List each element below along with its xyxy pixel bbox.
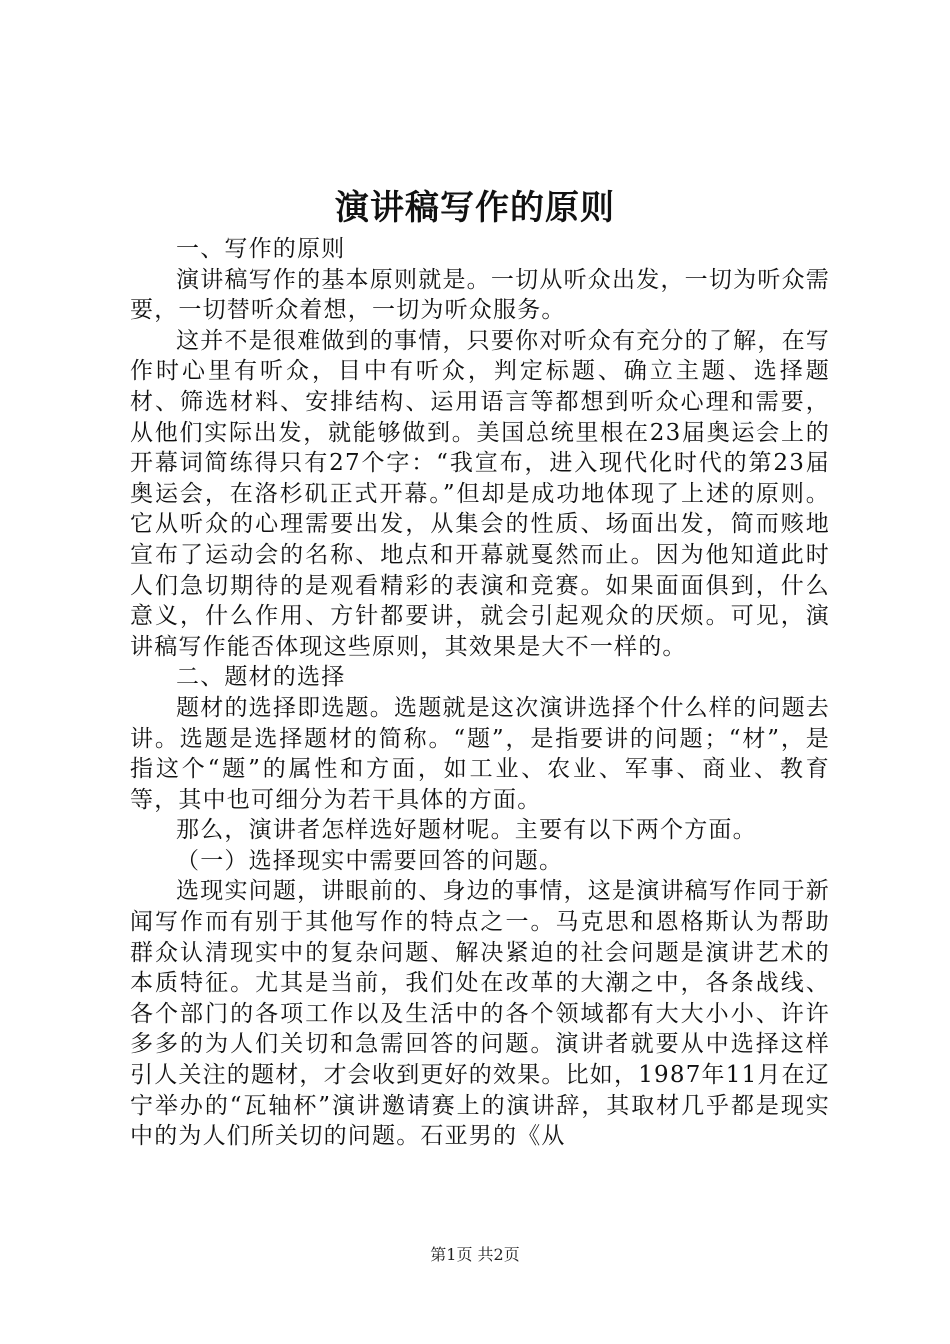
paragraph: 那么，演讲者怎样选好题材呢。主要有以下两个方面。 — [176, 817, 757, 844]
document-body — [130, 234, 830, 1152]
paragraph: 演讲稿写作的基本原则就是。一切从听众出发，一切为听众需要，一切替听众着想，一切为听众服务。 — [130, 266, 830, 324]
paragraph: 选现实问题，讲眼前的、身边的事情，这是演讲稿写作同于新闻写作而有别于其他写作的特点之一。马克思和恩格斯认为帮助群众认清现实中的复杂问题、解决紧迫的社会问题是演讲艺术的本质特征。尤其是当前，我们处在改革的大潮之中，各条战线、各个部门的各项工作以及生活中的各个领域都有大大小小、许许多多的为人们关切和急需回答的问题。演讲者就要从中选择这样引人关注的题材，才会收到更好的效果。比如，1987年11月在辽宁举办的“瓦轴杯”演讲邀请赛上的演讲辞，其取材几乎都是现实中的为人们所关切的问题。石亚男的《从 — [130, 878, 830, 1150]
paragraph: 这并不是很难做到的事情，只要你对听众有充分的了解，在写作时心里有听众，目中有听众，判定标题、确立主题、选择题材、筛选材料、安排结构、运用语言等都想到听众心理和需要，从他们实际出发，就能够做到。美国总统里根在23届奥运会上的开幕词简练得只有27个字：“我宣布，进入现代化时代的第23届奥运会，在洛杉矶正式开幕。”但却是成功地体现了上述的原则。它从听众的心理需要出发，从集会的性质、场面出发，简而赅地宣布了运动会的名称、地点和开幕就戛然而止。因为他知道此时人们急切期待的是观看精彩的表演和竞赛。如果面面俱到，什么意义，什么作用、方针都要讲，就会引起观众的厌烦。可见，演讲稿写作能否体现这些原则，其效果是大不一样的。 — [130, 327, 830, 660]
page-footer: 第1页 共2页 — [430, 1245, 520, 1264]
section-heading-1: 一、写作的原则 — [176, 236, 346, 262]
document-title: 演讲稿写作的原则 — [335, 188, 615, 228]
subsection-heading-1: （一）选择现实中需要回答的问题。 — [176, 847, 564, 874]
paragraph: 题材的选择即选题。选题就是这次演讲选择个什么样的问题去讲。选题是选择题材的简称。“题”，是指要讲的问题；“材”，是指这个“题”的属性和方面，如工业、农业、军事、商业、教育等，其中也可细分为若干具体的方面。 — [130, 694, 830, 813]
section-heading-2: 二、题材的选择 — [176, 664, 346, 691]
